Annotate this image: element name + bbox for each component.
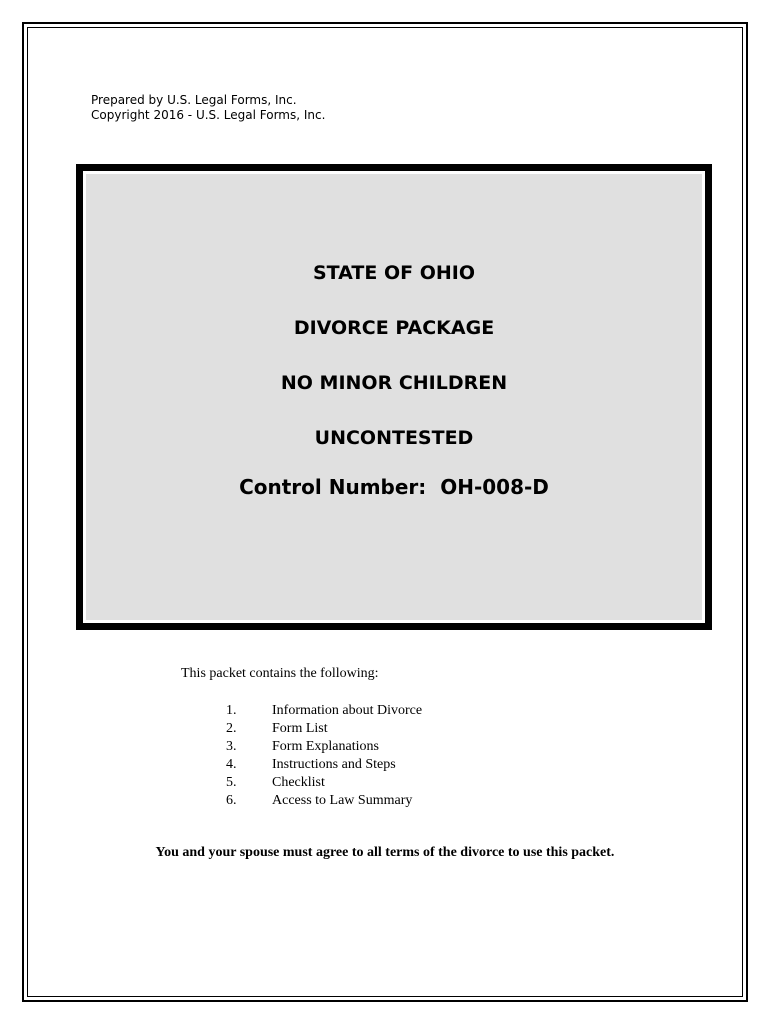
list-item-number: 5.	[226, 775, 237, 790]
title-box	[76, 164, 712, 630]
agreement-notice: You and your spouse must agree to all terms of the divorce to use this packet.	[155, 845, 615, 860]
children-title: NO MINOR CHILDREN	[280, 372, 508, 394]
packet-contents-list	[226, 702, 526, 810]
packet-contents-intro: This packet contains the following:	[181, 666, 379, 681]
control-number: Control Number: OH-008-D	[239, 475, 549, 499]
list-item-number: 6.	[226, 793, 237, 808]
list-item-number: 3.	[226, 739, 237, 754]
list-item-label: Access to Law Summary	[272, 793, 413, 808]
state-title: STATE OF OHIO	[313, 262, 475, 284]
copyright-line: Copyright 2016 - U.S. Legal Forms, Inc.	[91, 108, 326, 122]
list-item-number: 4.	[226, 757, 237, 772]
list-item-label: Information about Divorce	[272, 703, 423, 718]
list-item-label: Form Explanations	[272, 739, 379, 754]
list-item-number: 2.	[226, 721, 237, 736]
list-item	[226, 774, 526, 792]
prepared-by-line: Prepared by U.S. Legal Forms, Inc.	[91, 93, 297, 107]
prepared-by-block	[91, 93, 325, 123]
list-item	[226, 756, 526, 774]
list-item-label: Form List	[272, 721, 328, 736]
uncontested-title: UNCONTESTED	[314, 427, 474, 449]
list-item	[226, 720, 526, 738]
list-item-label: Checklist	[272, 775, 325, 790]
title-box-fill	[86, 174, 702, 620]
list-item-label: Instructions and Steps	[272, 757, 396, 772]
list-item	[226, 738, 526, 756]
list-item	[226, 702, 526, 720]
list-item-number: 1.	[226, 703, 237, 718]
package-title: DIVORCE PACKAGE	[293, 317, 495, 339]
list-item	[226, 792, 526, 810]
